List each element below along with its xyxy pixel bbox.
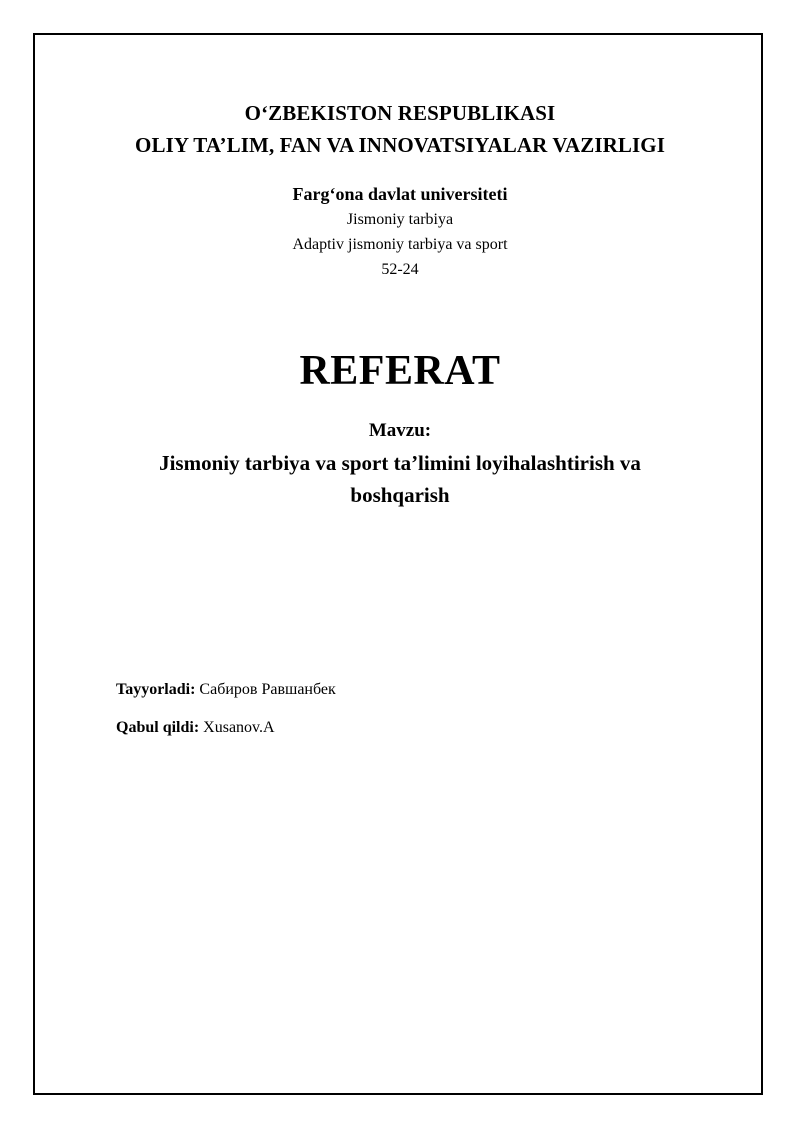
- topic-text: Jismoniy tarbiya va sport ta’limini loyihalashtirish va boshqarish: [159, 451, 641, 507]
- prepared-by-line: [116, 678, 336, 702]
- accepted-label: Qabul qildi:: [116, 719, 200, 736]
- specialty-name: Adaptiv jismoniy tarbiya va sport: [292, 236, 508, 253]
- country-name: O‘ZBEKISTON RESPUBLIKASI: [244, 101, 556, 125]
- university-name: Farg‘ona davlat universiteti: [292, 184, 508, 204]
- prepared-by-name: Сабиров Равшанбек: [199, 681, 336, 698]
- topic-label: Mavzu:: [368, 420, 432, 441]
- ministry-header: [0, 97, 800, 161]
- prepared-label: Tayyorladi:: [116, 681, 196, 698]
- accepted-by-line: [116, 716, 275, 740]
- ministry-name: OLIY TA’LIM, FAN VA INNOVATSIYALAR VAZIRLIGI: [135, 133, 665, 157]
- faculty-name: Jismoniy tarbiya: [346, 211, 454, 228]
- accepted-by-name: Xusanov.A: [203, 719, 275, 736]
- document-title: REFERAT: [299, 348, 501, 394]
- group-number: 52-24: [381, 261, 419, 278]
